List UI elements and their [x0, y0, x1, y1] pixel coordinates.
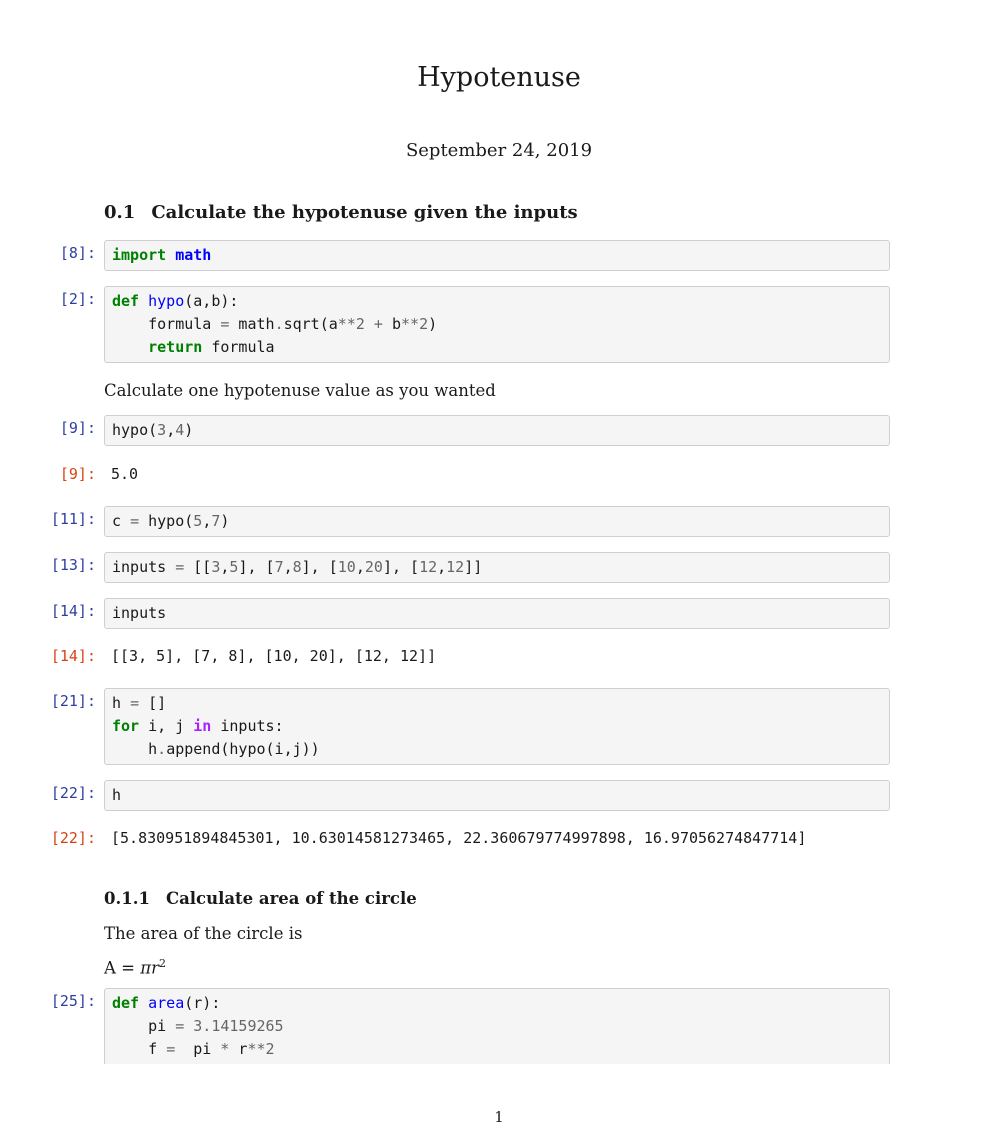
- code-line: return formula: [148, 338, 275, 356]
- code-text: [105, 287, 889, 362]
- document-date: September 24, 2019: [405, 140, 593, 161]
- code-line: for i, j in inputs:: [112, 717, 284, 735]
- cell-output: [[3, 5], [7, 8], [10, 20], [12, 12]]: [111, 647, 437, 665]
- code-cell[interactable]: [104, 552, 890, 583]
- subsection-number: 0.1.1: [104, 889, 150, 908]
- output-prompt: [9]:: [59, 465, 96, 483]
- code-text: [105, 689, 889, 764]
- formula-exponent: 2: [158, 957, 166, 970]
- code-cell[interactable]: [104, 688, 890, 765]
- code-cell[interactable]: [104, 415, 890, 446]
- input-prompt: [9]:: [59, 419, 96, 437]
- code-line: h.append(hypo(i,j)): [112, 740, 320, 758]
- code-line: def hypo(a,b):: [112, 292, 239, 310]
- code-cell[interactable]: [104, 240, 890, 271]
- input-prompt: [13]:: [50, 556, 96, 574]
- input-prompt: [25]:: [50, 992, 96, 1010]
- cell-output: 5.0: [111, 465, 139, 483]
- code-line: formula = math.sqrt(a**2 + b**2): [112, 315, 438, 333]
- subsection-title: Calculate area of the circle: [165, 889, 417, 908]
- code-line: h = []: [112, 694, 167, 712]
- output-prompt: [22]:: [50, 829, 96, 847]
- code-text: hypo(3,4): [112, 421, 194, 439]
- code-keyword: import math: [112, 246, 212, 264]
- input-prompt: [11]:: [50, 510, 96, 528]
- code-cell[interactable]: [104, 286, 890, 363]
- input-prompt: [22]:: [50, 784, 96, 802]
- code-cell[interactable]: [104, 598, 890, 629]
- section-heading: [104, 202, 578, 223]
- code-cell[interactable]: [104, 988, 890, 1064]
- code-cell[interactable]: [104, 780, 890, 811]
- code-text: [105, 241, 889, 270]
- code-text: c = hypo(5,7): [112, 512, 230, 530]
- output-prompt: [14]:: [50, 647, 96, 665]
- code-text: h: [112, 786, 122, 804]
- subsection-heading: [104, 889, 417, 908]
- formula-lhs: A =: [104, 958, 141, 978]
- code-text: inputs: [112, 604, 167, 622]
- document-title: Hypotenuse: [417, 62, 581, 93]
- code-cell[interactable]: [104, 506, 890, 537]
- cell-output: [5.830951894845301, 10.63014581273465, 22.360679774997898, 16.97056274847714]: [111, 829, 807, 847]
- paragraph-calc-one: Calculate one hypotenuse value as you wanted: [104, 381, 496, 400]
- area-formula: [104, 957, 166, 978]
- section-number: 0.1: [104, 202, 136, 223]
- paragraph-area-intro: The area of the circle is: [104, 924, 303, 943]
- code-text: [105, 989, 889, 1064]
- formula-rhs: πr: [140, 958, 159, 978]
- code-line: def area(r):: [112, 994, 221, 1012]
- code-text: inputs = [[3,5], [7,8], [10,20], [12,12]]: [112, 558, 483, 576]
- page-number: 1: [494, 1108, 504, 1126]
- code-line: pi = 3.14159265: [112, 1017, 284, 1035]
- input-prompt: [2]:: [59, 290, 96, 308]
- section-title: Calculate the hypotenuse given the inputs: [151, 202, 578, 223]
- code-line: f = pi * r**2: [112, 1040, 275, 1058]
- input-prompt: [21]:: [50, 692, 96, 710]
- input-prompt: [14]:: [50, 602, 96, 620]
- input-prompt: [8]:: [59, 244, 96, 262]
